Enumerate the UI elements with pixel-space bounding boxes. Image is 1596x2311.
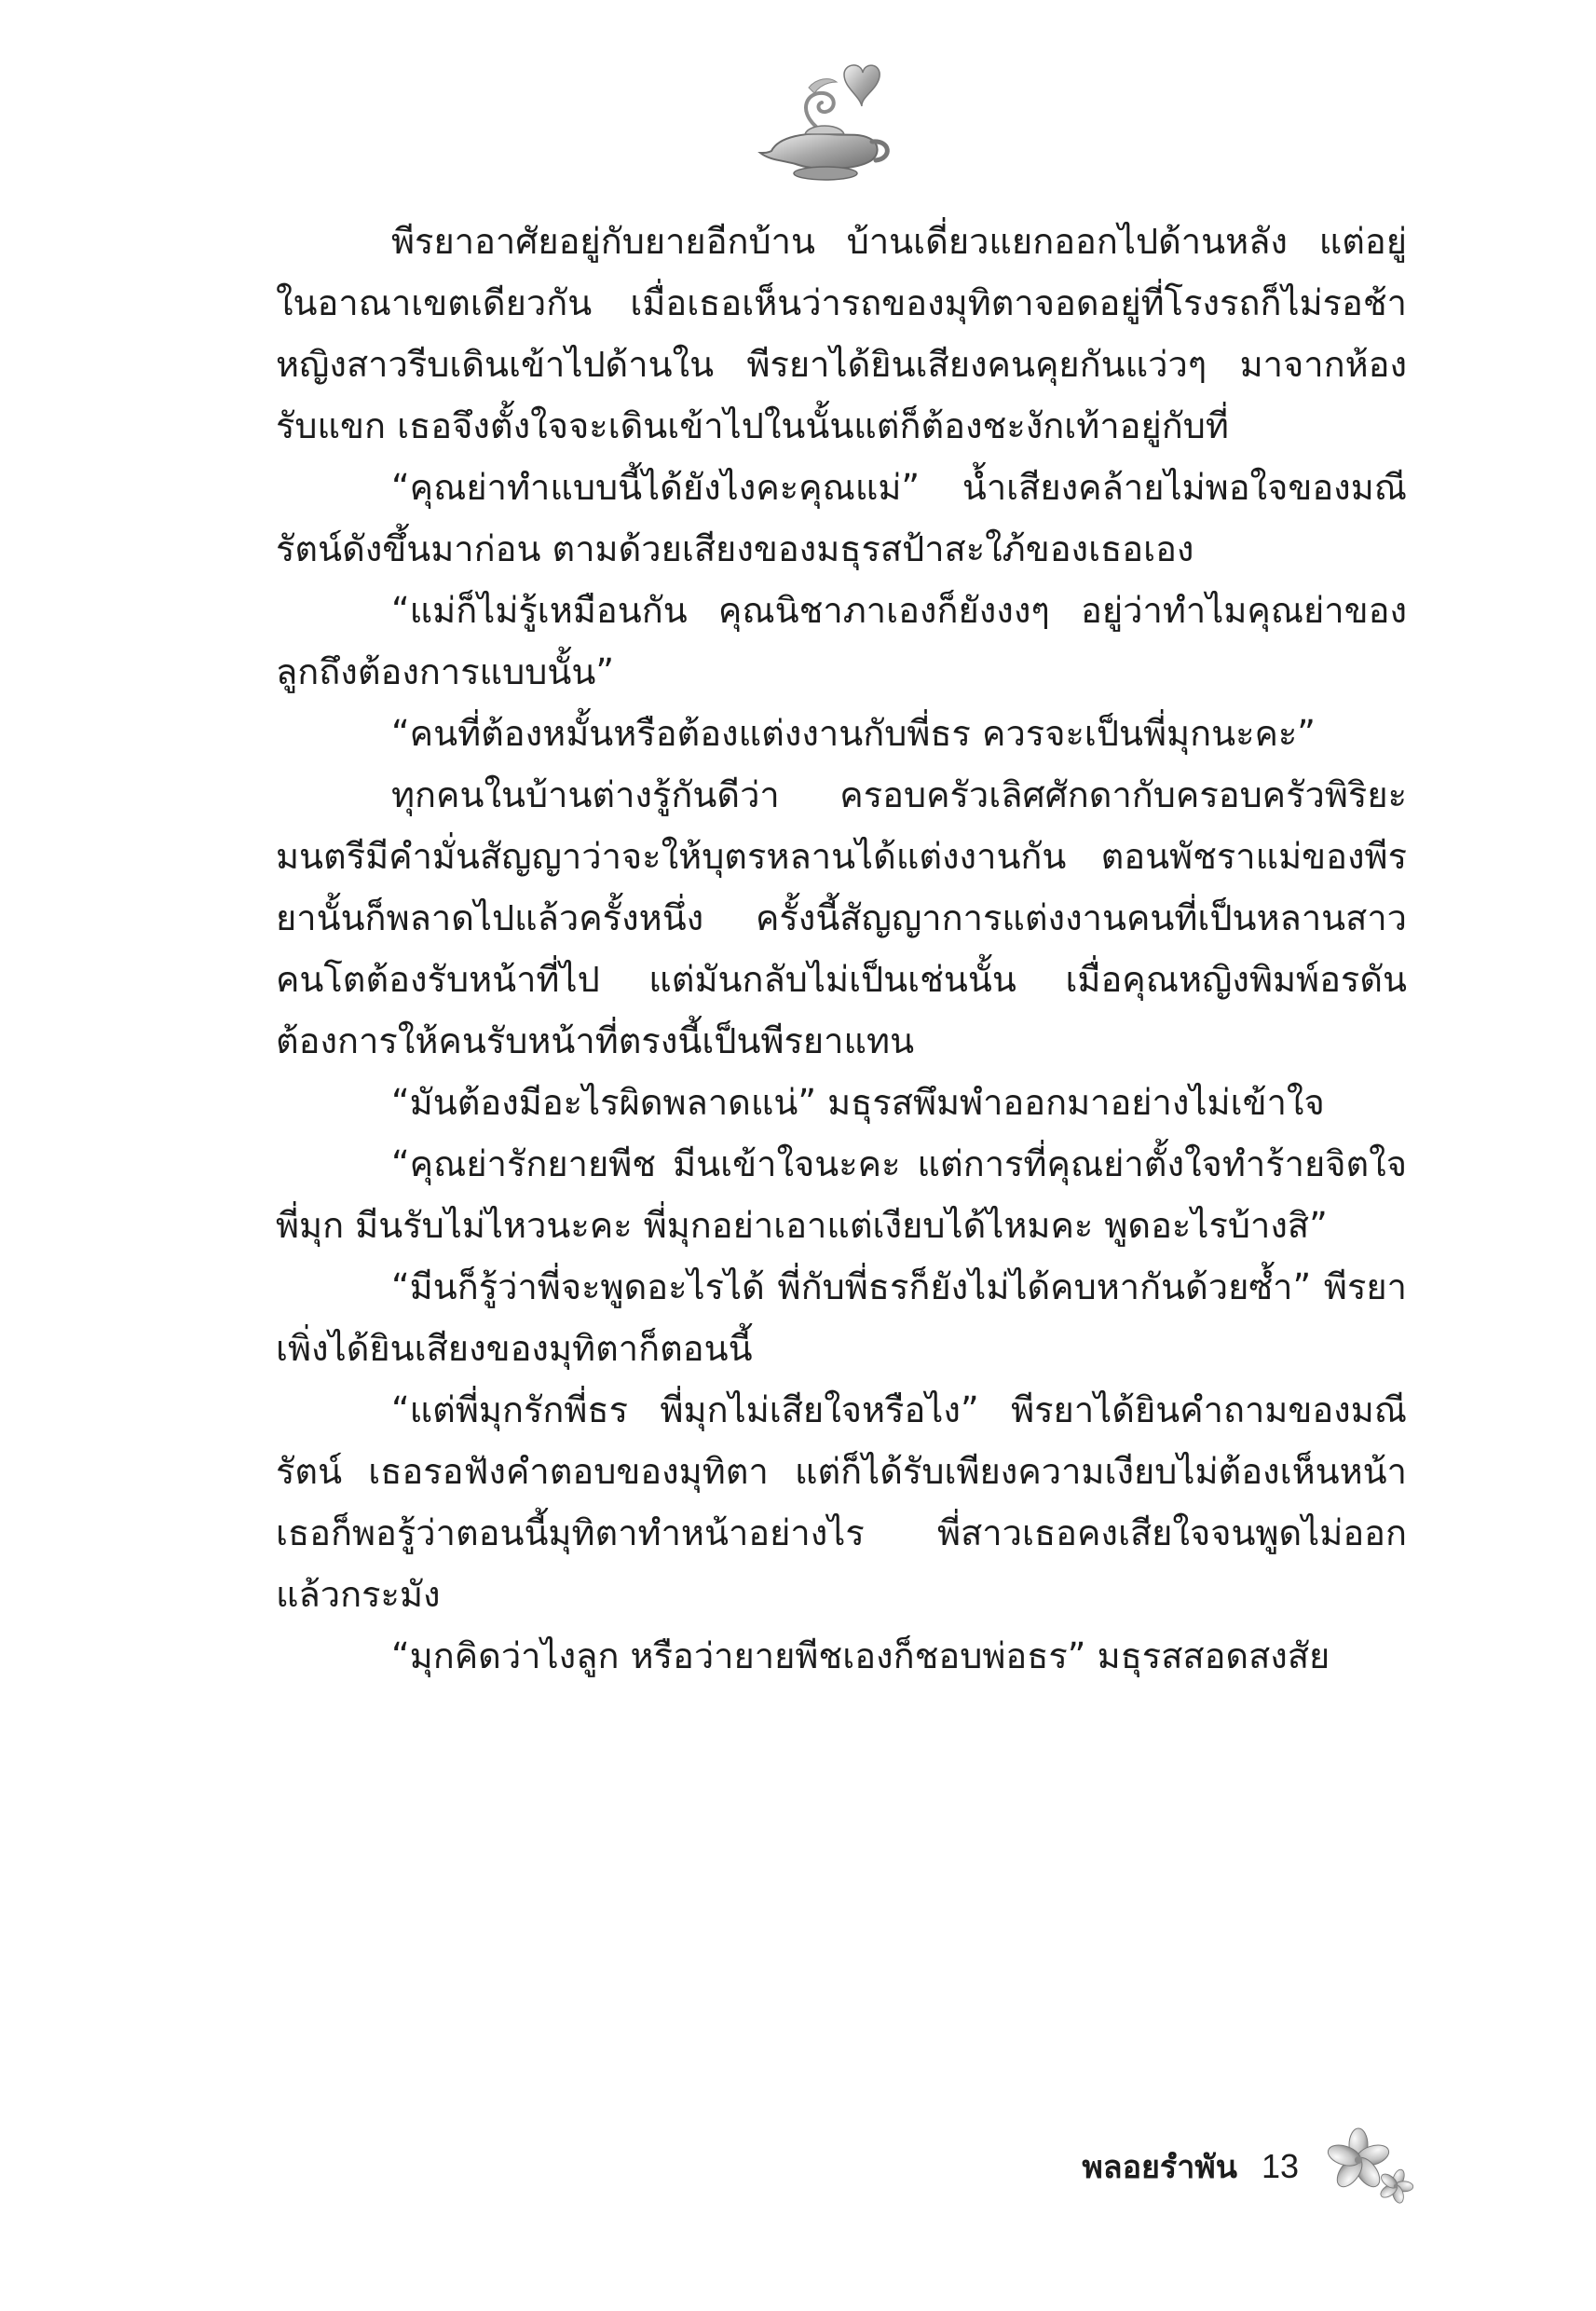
paragraph: ทุกคนในบ้านต่างรู้กันดีว่า ครอบครัวเลิศศักดากับครอบครัวพิริยะมนตรีมีคำมั่นสัญญาว่าจะให้บุตรหลานได้แต่งงานกัน ตอนพัชราแม่ของพีรยานั้นก็พลาดไปแล้วครั้งหนึ่ง ครั้งนี้สัญญาการแต่งงานคนที่เป็นหลานสาวคนโตต้องรับหน้าที่ไป แต่มันกลับไม่เป็นเช่นนั้น เมื่อคุณหญิงพิมพ์อรดันต้องการให้คนรับหน้าที่ตรงนี้เป็นพีรยาแทน [276,774,1407,1061]
paragraph: “มุกคิดว่าไงลูก หรือว่ายายพีชเองก็ชอบพ่อธร” มธุรสสอดสงสัย [391,1635,1330,1676]
plumeria-flower-icon [1323,2125,1416,2208]
paragraph: “คนที่ต้องหมั้นหรือต้องแต่งงานกับพี่ธร ควรจะเป็นพี่มุกนะคะ” [391,713,1316,754]
paragraph: พีรยาอาศัยอยู่กับยายอีกบ้าน บ้านเดี่ยวแยกออกไปด้านหลัง แต่อยู่ในอาณาเขตเดียวกัน เมื่อเธอเห็นว่ารถของมุทิตาจอดอยู่ที่โรงรถก็ไม่รอช้า หญิงสาวรีบเดินเข้าไปด้านใน พีรยาได้ยินเสียงคนคุยกันแว่วๆ มาจากห้องรับแขก เธอจึงตั้งใจจะเดินเข้าไปในนั้นแต่ก็ต้องชะงักเท้าอยู่กับที่ [276,221,1407,446]
paragraph: “แม่ก็ไม่รู้เหมือนกัน คุณนิชาภาเองก็ยังงงๆ อยู่ว่าทำไมคุณย่าของลูกถึงต้องการแบบนั้น” [276,590,1407,692]
page-footer [969,2125,1416,2208]
teapot-lamp-heart-ornament-icon [751,54,900,194]
paragraph: “มีนก็รู้ว่าพี่จะพูดอะไรได้ พี่กับพี่ธรก็ยังไม่ได้คบหากันด้วยซ้ำ” พีรยาเพิ่งได้ยินเสียงของมุทิตาก็ตอนนี้ [276,1266,1407,1369]
paragraph: “แต่พี่มุกรักพี่ธร พี่มุกไม่เสียใจหรือไง” พีรยาได้ยินคำถามของมณีรัตน์ เธอรอฟังคำตอบของมุทิตา แต่ก็ได้รับเพียงความเงียบไม่ต้องเห็นหน้าเธอก็พอรู้ว่าตอนนี้มุทิตาทำหน้าอย่างไร พี่สาวเธอคงเสียใจจนพูดไม่ออกแล้วกระมัง [276,1389,1407,1615]
paragraph: “มันต้องมีอะไรผิดพลาดแน่” มธุรสพึมพำออกมาอย่างไม่เข้าใจ [391,1082,1325,1123]
paragraph: “คุณย่ารักยายพีช มีนเข้าใจนะคะ แต่การที่คุณย่าตั้งใจทำร้ายจิตใจพี่มุก มีนรับไม่ไหวนะคะ พี่มุกอย่าเอาแต่เงียบได้ไหมคะ พูดอะไรบ้างสิ” [276,1143,1407,1246]
page-number: 13 [1261,2147,1299,2185]
book-title: พลอยรำพัน [1082,2149,1237,2186]
story-text [276,211,1407,1687]
paragraph: “คุณย่าทำแบบนี้ได้ยังไงคะคุณแม่” น้ำเสียงคล้ายไม่พอใจของมณีรัตน์ดังขึ้นมาก่อน ตามด้วยเสียงของมธุรสป้าสะใภ้ของเธอเอง [276,467,1407,569]
